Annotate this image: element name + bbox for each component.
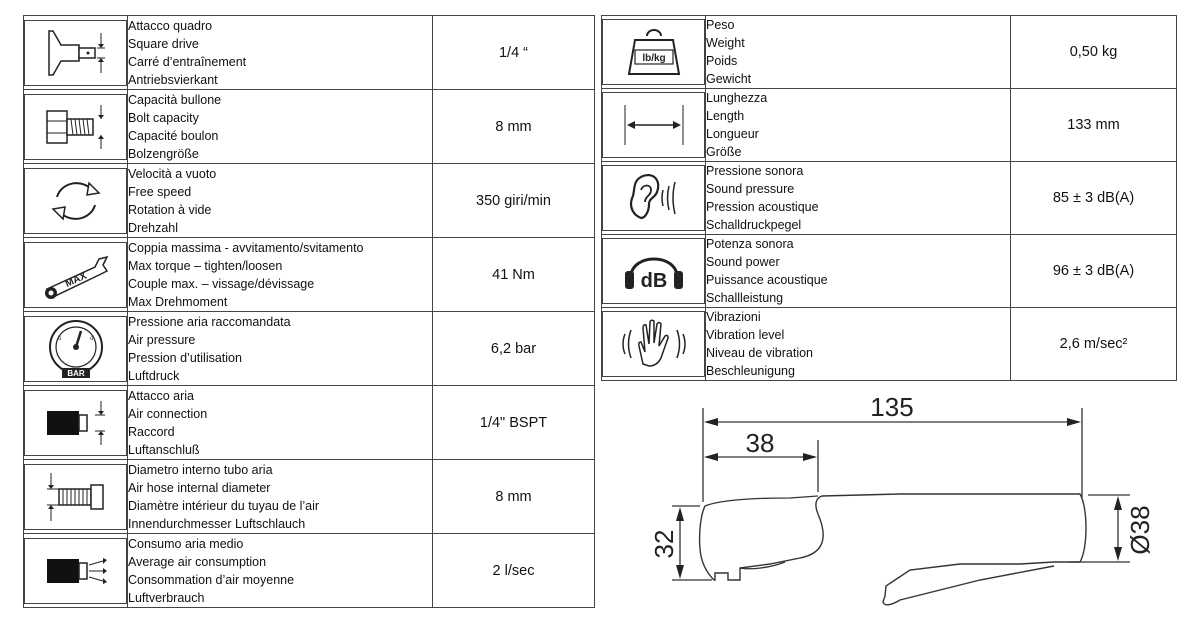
weight-unit-text: lb/kg <box>641 53 666 64</box>
dim-diameter: Ø38 <box>1124 505 1155 555</box>
dim-arrow-head <box>676 565 684 579</box>
spec-row-sound-pressure <box>602 162 1177 235</box>
label-de: Drehzahl <box>128 220 179 235</box>
spec-value: 0,50 kg <box>1011 16 1177 89</box>
dim-arrow-head <box>1114 547 1122 561</box>
dim-head-length: 38 <box>745 428 775 458</box>
label-fr: Pression d’utilisation <box>128 350 242 365</box>
label-en: Free speed <box>128 184 192 199</box>
svg-text:o: o <box>89 335 93 342</box>
label-de: Größe <box>706 145 742 159</box>
spec-row-air-consumption <box>24 534 595 608</box>
label-fr: Carré d’entraînement <box>128 54 247 69</box>
label-it: Vibrazioni <box>706 310 761 324</box>
dim-arrow-head <box>803 453 817 461</box>
label-de: Innendurchmesser Luftschlauch <box>128 516 306 531</box>
dim-arrow-head <box>1114 496 1122 510</box>
label-fr: Capacité boulon <box>128 128 219 143</box>
spec-value: 350 giri/min <box>433 164 595 238</box>
spec-value: 2,6 m/sec² <box>1011 308 1177 381</box>
spec-row-air-connection <box>24 386 595 460</box>
label-en: Bolt capacity <box>128 110 199 125</box>
db-text: dB <box>640 270 667 292</box>
spec-value: 2 l/sec <box>433 534 595 608</box>
wrench-max-text: MAX <box>63 270 89 290</box>
spec-row-air-pressure <box>24 312 595 386</box>
left-spec-table <box>23 15 595 608</box>
label-fr: Diamètre intérieur du tuyau de l’air <box>128 498 320 513</box>
label-it: Peso <box>706 18 735 32</box>
label-en: Vibration level <box>706 328 785 342</box>
label-fr: Pression acoustique <box>706 200 819 214</box>
label-de: Schallleistung <box>706 291 784 305</box>
label-it: Pressione sonora <box>706 164 804 178</box>
label-it: Lunghezza <box>706 91 768 105</box>
dim-arrow-head <box>704 418 718 426</box>
label-it: Velocità a vuoto <box>128 166 217 181</box>
spec-value: 41 Nm <box>433 238 595 312</box>
label-fr: Poids <box>706 54 738 68</box>
label-en: Average air consumption <box>128 554 267 569</box>
spec-row-air-hose <box>24 460 595 534</box>
label-de: Luftdruck <box>128 368 180 383</box>
label-en: Length <box>706 109 745 123</box>
gauge-bar-text: BAR <box>66 368 85 378</box>
ear-icon <box>602 165 705 231</box>
label-it: Attacco quadro <box>128 18 213 33</box>
label-en: Square drive <box>128 36 199 51</box>
label-de: Luftanschluß <box>128 442 200 457</box>
spec-row-free-speed <box>24 164 595 238</box>
dim-arrow-head <box>704 453 718 461</box>
label-fr: Rotation à vide <box>128 202 212 217</box>
spec-row-bolt-capacity <box>24 90 595 164</box>
label-it: Capacità bullone <box>128 92 222 107</box>
label-en: Weight <box>706 36 745 50</box>
label-en: Air hose internal diameter <box>128 480 271 495</box>
dim-total-length: 135 <box>870 392 914 422</box>
spec-value: 6,2 bar <box>433 312 595 386</box>
spec-row-max-torque <box>24 238 595 312</box>
label-en: Max torque – tighten/loosen <box>128 258 283 273</box>
label-fr: Puissance acoustique <box>706 273 828 287</box>
label-it: Consumo aria medio <box>128 536 244 551</box>
bolt-icon <box>24 94 127 160</box>
spec-value: 96 ± 3 dB(A) <box>1011 235 1177 308</box>
dim-arrow-head <box>676 507 684 521</box>
weight-icon <box>602 19 705 85</box>
spec-value: 8 mm <box>433 460 595 534</box>
spec-row-vibration <box>602 308 1177 381</box>
svg-text:o: o <box>57 335 61 342</box>
label-en: Air connection <box>128 406 208 421</box>
spec-row-length <box>602 89 1177 162</box>
label-it: Potenza sonora <box>706 237 794 251</box>
label-it: Diametro interno tubo aria <box>128 462 273 477</box>
label-fr: Consommation d’air moyenne <box>128 572 295 587</box>
label-fr: Niveau de vibration <box>706 346 814 360</box>
air-hose-icon <box>24 464 127 530</box>
spec-row-weight <box>602 16 1177 89</box>
label-de: Antriebsvierkant <box>128 72 218 87</box>
spec-value: 85 ± 3 dB(A) <box>1011 162 1177 235</box>
label-de: Gewicht <box>706 72 752 86</box>
pressure-gauge-icon <box>24 316 127 382</box>
label-de: Luftverbrauch <box>128 590 205 605</box>
label-en: Air pressure <box>128 332 196 347</box>
label-it: Pressione aria raccomandata <box>128 314 291 329</box>
label-de: Max Drehmoment <box>128 294 228 309</box>
headphones-db-icon <box>602 238 705 304</box>
label-it: Coppia massima - avvitamento/svitamento <box>128 240 364 255</box>
label-de: Beschleunigung <box>706 364 795 378</box>
dim-height: 32 <box>648 529 679 559</box>
air-connection-icon <box>24 390 127 456</box>
spec-row-square-drive <box>24 16 595 90</box>
label-en: Sound power <box>706 255 780 269</box>
wrench-max-icon <box>24 242 127 308</box>
tool-dimension-drawing <box>600 390 1200 631</box>
air-consumption-icon <box>24 538 127 604</box>
spec-value: 1/4" BSPT <box>433 386 595 460</box>
label-fr: Raccord <box>128 424 175 439</box>
label-fr: Couple max. – vissage/dévissage <box>128 276 315 291</box>
vibration-hand-icon <box>602 311 705 377</box>
spec-value: 8 mm <box>433 90 595 164</box>
right-spec-table <box>601 15 1177 381</box>
rotation-icon <box>24 168 127 234</box>
spec-row-sound-power <box>602 235 1177 308</box>
dim-arrow-head <box>1067 418 1081 426</box>
square-drive-icon <box>24 20 127 86</box>
spec-value: 133 mm <box>1011 89 1177 162</box>
label-de: Schalldruckpegel <box>706 218 802 232</box>
label-de: Bolzengröße <box>128 146 199 161</box>
label-it: Attacco aria <box>128 388 195 403</box>
label-en: Sound pressure <box>706 182 795 196</box>
length-arrow-icon <box>602 92 705 158</box>
spec-value: 1/4 “ <box>433 16 595 90</box>
label-fr: Longueur <box>706 127 759 141</box>
